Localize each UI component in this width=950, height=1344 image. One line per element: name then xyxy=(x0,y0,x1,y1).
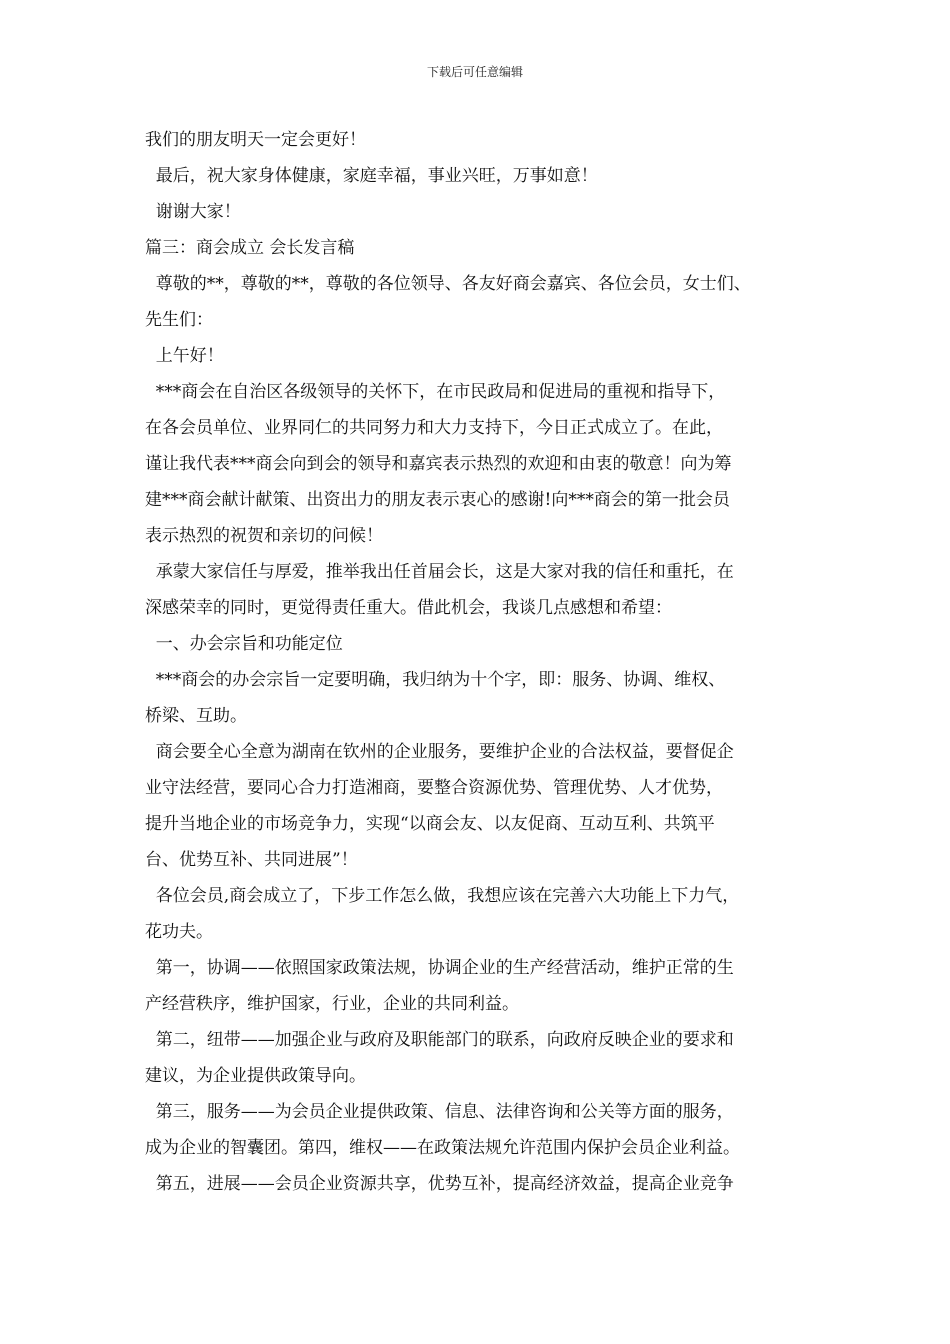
page-header: 下载后可任意编辑 xyxy=(426,65,523,79)
text-line: 产经营秩序，维护国家，行业，企业的共同利益。 xyxy=(145,994,519,1014)
text-line: 花功夫。 xyxy=(145,922,213,942)
text-line: 各位会员,商会成立了，下步工作怎么做，我想应该在完善六大功能上下力气， xyxy=(145,886,740,906)
text-line: 第二，纽带——加强企业与政府及职能部门的联系，向政府反映企业的要求和 xyxy=(145,1030,734,1050)
text-line: 最后，祝大家身体健康，家庭幸福，事业兴旺，万事如意！ xyxy=(145,166,598,186)
text-line: 在各会员单位、业界同仁的共同努力和大力支持下，今日正式成立了。在此， xyxy=(145,418,723,438)
text-line: 承蒙大家信任与厚爱，推举我出任首届会长，这是大家对我的信任和重托，在 xyxy=(145,562,734,582)
text-line: 我们的朋友明天一定会更好！ xyxy=(145,130,366,150)
text-line: 先生们： xyxy=(145,310,213,330)
text-line: ***商会在自治区各级领导的关怀下，在市民政局和促进局的重视和指导下， xyxy=(145,382,726,402)
text-line: 业守法经营，要同心合力打造湘商，要整合资源优势、管理优势、人才优势， xyxy=(145,778,723,798)
text-line: 谢谢大家！ xyxy=(145,202,241,222)
text-line: 深感荣幸的同时，更觉得责任重大。借此机会，我谈几点感想和希望： xyxy=(145,598,672,618)
document-body xyxy=(145,122,835,1202)
text-line: ***商会的办会宗旨一定要明确，我归纳为十个字，即：服务、协调、维权、 xyxy=(145,670,726,690)
subsection-heading: 一、办会宗旨和功能定位 xyxy=(145,634,343,654)
text-line: 谨让我代表***商会向到会的领导和嘉宾表示热烈的欢迎和由衷的敬意！向为筹 xyxy=(145,454,732,474)
text-line: 建议，为企业提供政策导向。 xyxy=(145,1066,366,1086)
text-line: 上午好！ xyxy=(145,346,224,366)
section-heading: 篇三：商会成立 会长发言稿 xyxy=(145,238,355,258)
text-line: 成为企业的智囊团。第四，维权——在政策法规允许范围内保护会员企业利益。 xyxy=(145,1138,740,1158)
text-line: 建***商会献计献策、出资出力的朋友表示衷心的感谢!向***商会的第一批会员 xyxy=(145,490,730,510)
text-line: 第一，协调——依照国家政策法规，协调企业的生产经营活动，维护正常的生 xyxy=(145,958,734,978)
text-line: 商会要全心全意为湖南在钦州的企业服务，要维护企业的合法权益，要督促企 xyxy=(145,742,734,762)
text-line: 第五，进展——会员企业资源共享，优势互补，提高经济效益，提高企业竞争 xyxy=(145,1174,734,1194)
text-line: 台、优势互补、共同进展”！ xyxy=(145,850,358,870)
text-line: 尊敬的**，尊敬的**，尊敬的各位领导、各友好商会嘉宾、各位会员，女士们、 xyxy=(145,274,751,294)
text-line: 桥梁、互助。 xyxy=(145,706,247,726)
text-line: 第三，服务——为会员企业提供政策、信息、法律咨询和公关等方面的服务， xyxy=(145,1102,734,1122)
text-line: 表示热烈的祝贺和亲切的问候！ xyxy=(145,526,383,546)
text-line: 提升当地企业的市场竞争力，实现“以商会友、以友促商、互动互利、共筑平 xyxy=(145,814,715,834)
